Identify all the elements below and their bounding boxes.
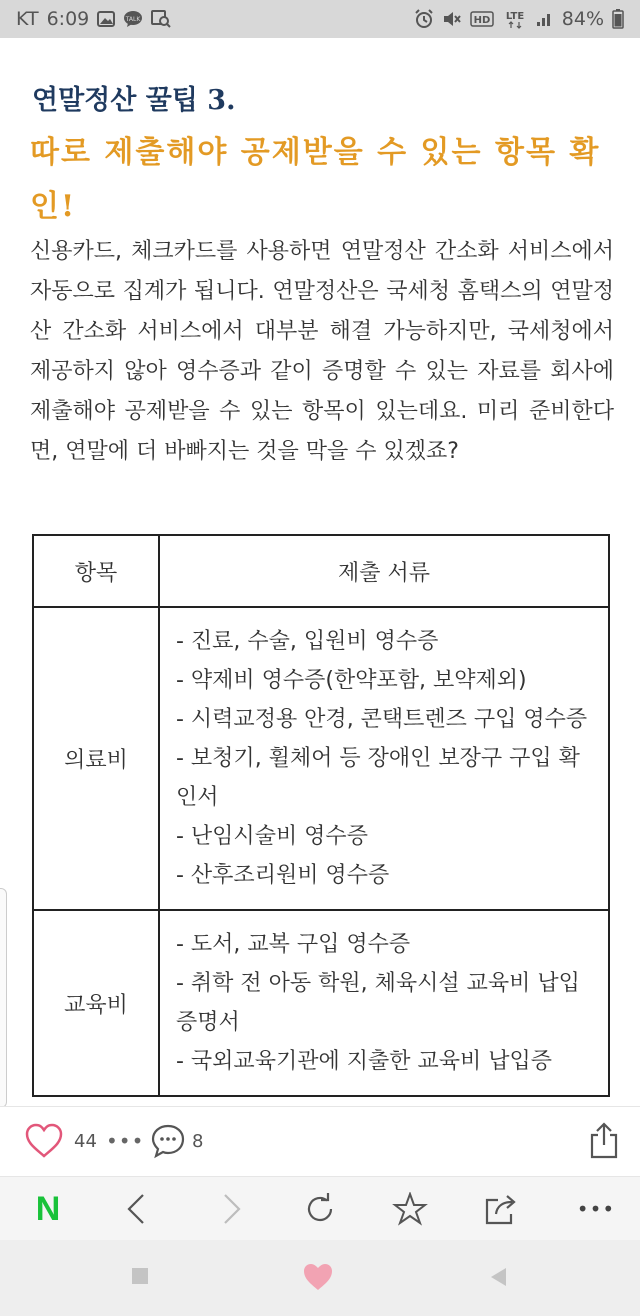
battery-percent: 84% [561,8,604,30]
svg-text:LTE: LTE [505,11,524,22]
image-search-icon [151,10,171,28]
doc-line: - 진료, 수술, 입원비 영수증 [176,629,439,654]
doc-line: - 약제비 영수증(한약포함, 보약제외) [176,668,527,693]
forward-button[interactable] [214,1191,250,1227]
heart-icon [24,1123,64,1159]
clock: 6:09 [46,8,90,30]
table-header-row [33,535,609,607]
article-content[interactable] [0,38,640,1106]
post-action-bar [0,1106,640,1176]
back-nav-button[interactable] [488,1266,508,1292]
back-button[interactable] [118,1191,154,1227]
more-menu-button[interactable]: ••• [576,1197,616,1221]
table-header-item: 항목 [33,535,159,607]
back-triangle-icon [488,1266,508,1288]
edge-panel-handle[interactable] [0,888,7,1108]
kakaotalk-icon [123,10,143,28]
signal-icon [536,11,554,27]
bookmark-button[interactable] [392,1191,428,1227]
table-cell-item: 의료비 [33,607,159,910]
share-page-button[interactable] [484,1191,520,1227]
share-arrow-icon [484,1192,520,1226]
doc-line: - 국외교육기관에 지출한 교육비 납입증 [176,1049,552,1074]
doc-line: - 시력교정용 안경, 콘택트렌즈 구입 영수증 [176,707,588,732]
star-icon [392,1192,428,1226]
doc-line: - 도서, 교복 구입 영수증 [176,932,411,957]
comment-button[interactable] [150,1123,186,1159]
recent-apps-button[interactable] [130,1266,150,1290]
doc-line: - 난임시술비 영수증 [176,824,368,849]
recent-apps-icon [130,1266,150,1286]
more-button[interactable]: ••• [106,1129,145,1153]
battery-icon [612,9,624,29]
gallery-icon [97,11,115,27]
status-bar [0,0,640,38]
table-cell-item: 교육비 [33,910,159,1096]
home-heart-icon [302,1262,334,1292]
chevron-left-icon [125,1192,147,1226]
table-cell-docs [159,910,609,1096]
refresh-icon [303,1192,337,1226]
home-button[interactable] [302,1262,334,1296]
like-count: 44 [74,1131,97,1152]
table-row [33,607,609,910]
svg-text:TALK: TALK [125,16,141,23]
doc-line: - 보청기, 휠체어 등 장애인 보장구 구입 확인서 [176,746,580,810]
lte-icon [502,9,528,29]
naver-home-button[interactable]: N [35,1189,61,1228]
article-body: 신용카드, 체크카드를 사용하면 연말정산 간소화 서비스에서 자동으로 집계가 됩니다. 연말정산은 국세청 홈택스의 연말정산 간소화 서비스에서 대부분 해결 가능하지만, 국세청에서 제공하지 않아 영수증과 같이 증명할 수 있는 자료를 회사에 제출해야 공제받을 수 있는 항목이 있는데요. 미리 준비한다면, 연말에 더 바빠지는 것을 막을 수 있겠죠? [30,239,614,464]
like-button[interactable] [24,1123,64,1159]
table-header-docs: 제출 서류 [159,535,609,607]
mute-icon [442,10,462,28]
doc-line: - 산후조리원비 영수증 [176,863,390,888]
svg-text:HD: HD [473,15,491,26]
share-icon [588,1121,620,1159]
hd-icon [470,11,494,27]
tip-title: 연말정산 꿀팁 3. [32,85,236,116]
chevron-right-icon [221,1192,243,1226]
comment-count: 8 [192,1131,204,1152]
comment-icon [150,1123,186,1159]
system-navigation-bar [0,1240,640,1316]
carrier-label: KT [16,8,39,30]
table-cell-docs [159,607,609,910]
refresh-button[interactable] [302,1191,338,1227]
documents-table [32,534,610,1097]
browser-toolbar [0,1176,640,1240]
table-row [33,910,609,1096]
doc-line: - 취학 전 아동 학원, 체육시설 교육비 납입증명서 [176,971,580,1035]
tip-headline: 따로 제출해야 공제받을 수 있는 항목 확인! [30,135,601,224]
share-button[interactable] [588,1121,620,1159]
alarm-icon [414,9,434,29]
